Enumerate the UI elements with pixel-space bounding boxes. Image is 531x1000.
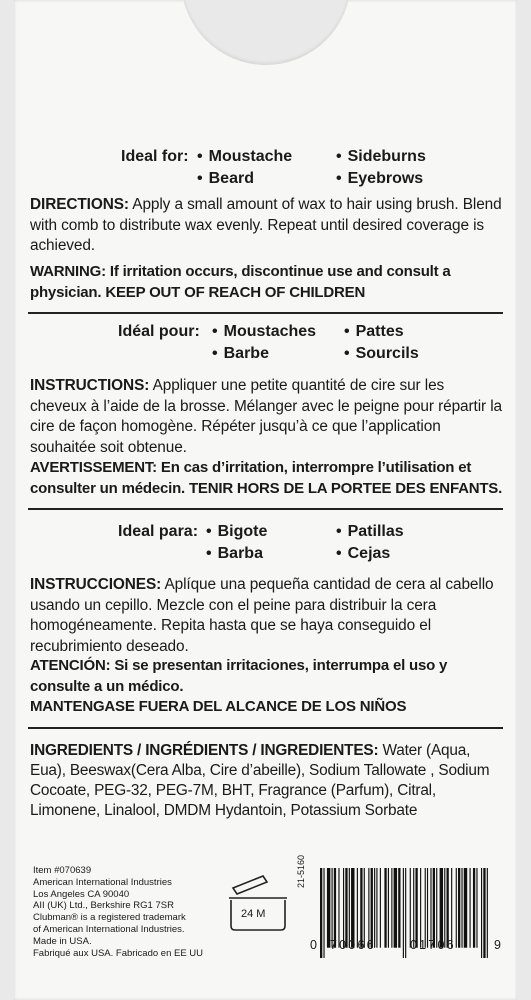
open-jar-icon — [225, 874, 293, 934]
barcode-bar — [376, 868, 377, 948]
barcode-group-2: 01706 — [410, 938, 456, 952]
warning-es-children: MANTENGASE FUERA DEL ALCANCE DE LOS NIÑOS — [30, 698, 407, 715]
instructions-fr — [30, 376, 502, 458]
barcode-bar — [360, 868, 362, 948]
barcode-bar — [436, 868, 437, 948]
barcode-digit-left: 0 — [310, 938, 320, 952]
barcode-bar — [380, 868, 381, 948]
barcode-bar — [444, 868, 445, 948]
ideal-item: • Cejas — [336, 545, 390, 563]
ideal-item: • Sourcils — [344, 345, 419, 363]
manufacturer-info — [33, 865, 233, 959]
ideal-label: Ideal para: — [118, 523, 199, 540]
divider — [28, 727, 503, 729]
barcode-bar — [427, 868, 428, 948]
barcode-bar — [394, 868, 397, 948]
footer-line: Clubman® is a registered trademark — [33, 912, 186, 924]
barcode-bar — [334, 868, 336, 948]
barcode-bar — [483, 868, 485, 958]
barcode-bar — [403, 868, 404, 958]
ideal-item: • Moustache — [197, 148, 292, 166]
directions-text: Apply a small amount of wax to hair using brush. Blend with comb to distribute wax evenly. Repeat until desired coverage is achieved. — [30, 196, 502, 254]
hang-hole — [181, 0, 351, 65]
item-code: 21-5160 — [296, 854, 306, 888]
instructions-label: INSTRUCTIONS: — [30, 377, 150, 394]
barcode-bar — [487, 868, 488, 958]
barcode-bar — [458, 868, 460, 948]
barcode-bar — [364, 868, 365, 948]
ideal-item: • Barba — [206, 545, 263, 563]
barcode-bar — [357, 868, 358, 948]
warning-fr: AVERTISSEMENT: En cas d’irritation, interrompre l’utilisation et consulter un médecin. TENIR HORS DE LA PORTEE DES ENFANTS. — [30, 459, 503, 497]
footer-line: AII (UK) Ltd., Berkshire RG1 7SR — [33, 900, 174, 912]
barcode-bar — [440, 868, 443, 948]
instructions-label: INSTRUCCIONES: — [30, 576, 162, 593]
barcode-bar — [327, 868, 330, 948]
barcode-bar — [343, 868, 344, 948]
barcode-bar — [430, 868, 431, 948]
ideal-item: • Patillas — [336, 523, 404, 541]
footer-line: Made in USA. — [33, 935, 92, 947]
barcode-bar — [368, 868, 369, 948]
directions-en — [30, 195, 502, 257]
ingredients-label: INGREDIENTS / INGRÉDIENTS / INGREDIENTES: — [30, 742, 379, 759]
barcode-bar — [351, 868, 354, 948]
barcode-group-1: 70066 — [330, 938, 376, 952]
barcode-bar — [425, 868, 426, 948]
ideal-item: • Barbe — [212, 345, 269, 363]
ideal-label: Idéal pour: — [118, 323, 200, 340]
barcode-bar — [405, 868, 406, 958]
footer-line: Fabriqué aux USA. Fabricado en EE UU — [33, 947, 204, 959]
barcode-bar — [410, 868, 411, 948]
footer-line: of American International Industries. — [33, 923, 185, 935]
barcode-bar — [349, 868, 350, 948]
ideal-item: • Eyebrows — [336, 170, 423, 188]
barcode-bar — [320, 868, 322, 958]
barcode-bar — [374, 868, 375, 948]
ingredients — [30, 741, 508, 821]
barcode-bar — [451, 868, 452, 948]
barcode-bar — [345, 868, 347, 948]
barcode-bar — [384, 868, 386, 948]
barcode-bar — [413, 868, 414, 948]
barcode-bar — [461, 868, 462, 948]
directions-label: DIRECTIONS: — [30, 196, 129, 213]
barcode-bar — [371, 868, 373, 948]
barcode-bar — [332, 868, 333, 948]
barcode-bar — [415, 868, 417, 948]
barcode-bar — [398, 868, 400, 948]
ideal-item: • Pattes — [344, 323, 404, 341]
barcode-bar — [447, 868, 449, 948]
barcode-bar — [481, 868, 482, 958]
barcode-bar — [476, 868, 477, 948]
ideal-item: • Beard — [197, 170, 254, 188]
barcode-bar — [470, 868, 471, 948]
barcode-digit-right: 9 — [494, 938, 504, 952]
barcode-bar — [391, 868, 392, 948]
ideal-item: • Moustaches — [212, 323, 316, 341]
ingredients-text: Water (Aqua, Eua), Beeswax(Cera Alba, Cire d’abeille), Sodium Tallowate , Sodium Cocoate, PEG-32, PEG-7M, BHT, Fragrance (Parfum), Citral, Limonene, Linalool, DMDM Hydantoin, Potassium Sorbate — [30, 742, 490, 819]
divider — [28, 312, 503, 314]
divider — [28, 508, 503, 510]
barcode-bar — [464, 868, 467, 948]
ideal-item: • Sideburns — [336, 148, 426, 166]
ideal-item: • Bigote — [206, 523, 267, 541]
warning-es: ATENCIÓN: Si se presentan irritaciones, interrumpa el uso y consulte a un médico. — [30, 657, 448, 695]
barcode-bar — [420, 868, 421, 948]
footer-line: Los Angeles CA 90040 — [33, 888, 130, 900]
pao-label: 24 M — [241, 908, 266, 920]
barcode-bar — [338, 868, 339, 948]
footer-line: Item #070639 — [33, 865, 92, 876]
ideal-label: Ideal for: — [121, 148, 189, 165]
instructions-text: Aplíque una pequeña cantidad de cera al cabello usando un cepillo. Mezcle con el peine para distribuir la cera homogéneamente. Repita hasta que se haya conseguido el recubrimiento deseado. — [30, 576, 494, 655]
barcode-bar — [456, 868, 457, 948]
footer-line: American International Industries — [33, 876, 172, 888]
barcode-bar — [473, 868, 475, 948]
barcode-bar — [323, 868, 324, 958]
barcode-bar — [388, 868, 389, 948]
instructions-es — [30, 575, 502, 657]
pao-jar-icon — [225, 874, 293, 934]
instructions-text: Appliquer une petite quantité de cire sur les cheveux à l’aide de la brosse. Mélanger avec le peigne pour répartir la cire de façon homogène. Répéter jusqu’à ce que l’application souhaitée soit obtenue. — [30, 377, 503, 456]
barcode-bar — [433, 868, 435, 948]
warning-en: WARNING: If irritation occurs, discontinue use and consult a physician. KEEP OUT OF REACH OF CHILDREN — [30, 263, 451, 301]
